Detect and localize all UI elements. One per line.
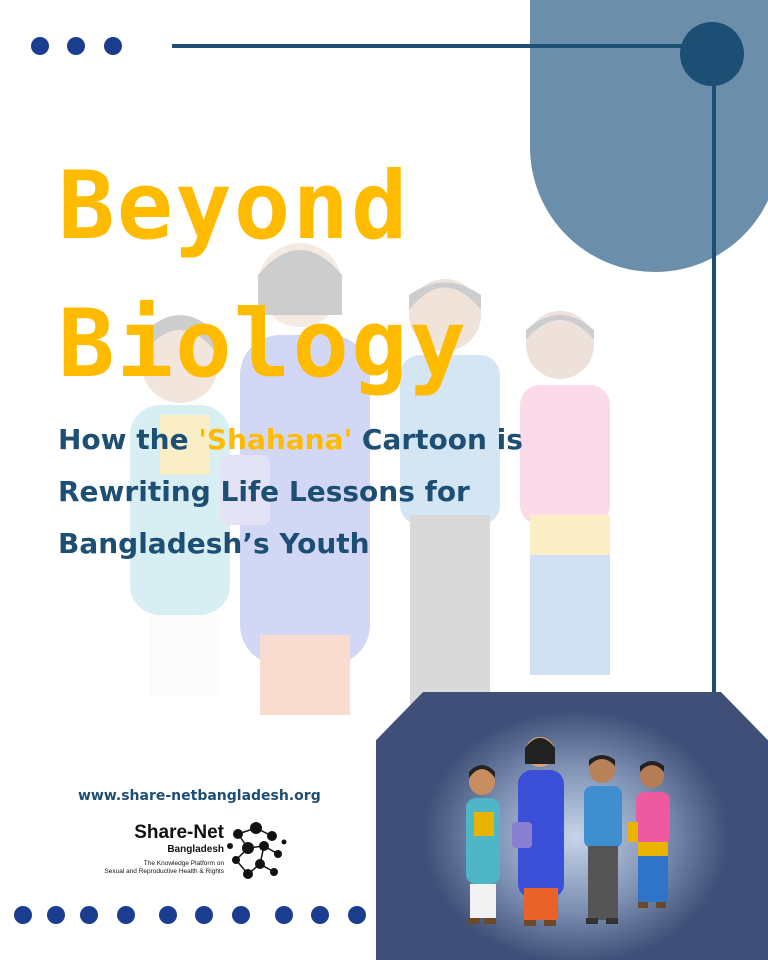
footer-dot-10 [348, 906, 366, 924]
footer-dot-8 [275, 906, 293, 924]
characters-panel [376, 692, 768, 960]
logo-name: Share-Net [134, 822, 224, 843]
footer-dot-2 [47, 906, 65, 924]
footer-dot-3 [80, 906, 98, 924]
website-link[interactable]: www.share-netbangladesh.org [78, 788, 321, 804]
logo-tagline [60, 860, 224, 876]
footer-dot-7 [232, 906, 250, 924]
logo-tagline-line-1: The Knowledge Platform on [143, 860, 224, 867]
page-title-line-2: Biology [58, 290, 469, 399]
share-net-logo [60, 822, 290, 886]
page-title-line-1: Beyond [58, 152, 410, 261]
shahana-characters-illustration [452, 712, 692, 956]
footer-dot-5 [159, 906, 177, 924]
subtitle-prefix: How the [58, 423, 199, 456]
subtitle-highlight: 'Shahana' [198, 423, 353, 456]
subtitle-line-1 [58, 414, 578, 466]
subtitle [58, 414, 578, 570]
header-dot-1 [31, 37, 49, 55]
footer-dot-4 [117, 906, 135, 924]
subtitle-suffix: Cartoon is [352, 423, 523, 456]
header-dot-3 [104, 37, 122, 55]
header-dot-2 [67, 37, 85, 55]
subtitle-line-3: Bangladesh’s Youth [58, 527, 370, 560]
subtitle-line-2: Rewriting Life Lessons for [58, 475, 470, 508]
footer-dot-6 [195, 906, 213, 924]
logo-tagline-line-2: Sexual and Reproductive Health & Rights [104, 868, 224, 875]
footer-dot-1 [14, 906, 32, 924]
footer-dot-9 [311, 906, 329, 924]
share-net-logo-mark-icon [226, 820, 288, 882]
top-divider-line [172, 44, 712, 48]
vertical-divider-line [712, 54, 716, 694]
logo-country: Bangladesh [167, 844, 224, 855]
corner-circle [680, 22, 744, 86]
